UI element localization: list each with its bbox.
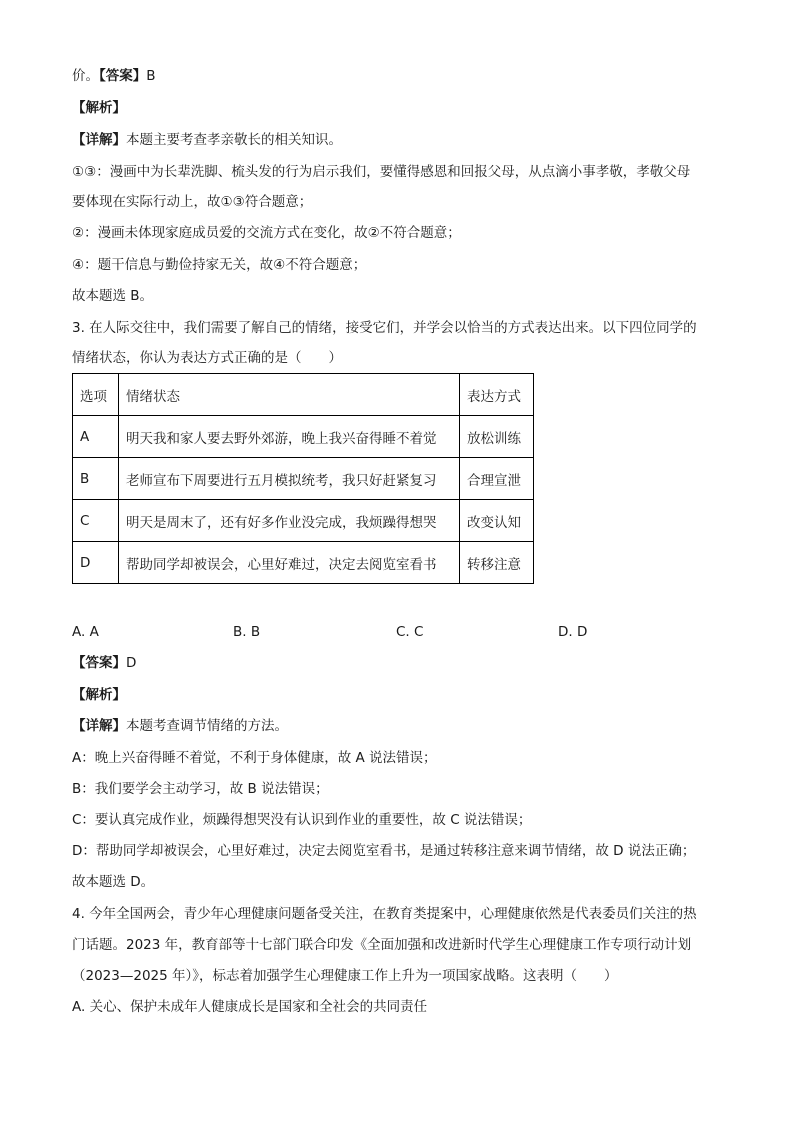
table-cell: 放松训练 bbox=[460, 416, 534, 458]
table-header-row bbox=[73, 374, 534, 416]
table-header-cell: 情绪状态 bbox=[119, 374, 460, 416]
q2-answer-value: B bbox=[146, 68, 156, 84]
q3-choice-c: C. C bbox=[396, 624, 424, 640]
table-row bbox=[73, 416, 534, 458]
q3-explain-line-4: D：帮助同学却被误会，心里好难过，决定去阅览室看书，是通过转移注意来调节情绪，故 D 说法正确； bbox=[72, 843, 696, 859]
q3-answer-value: D bbox=[126, 655, 137, 671]
table-cell: 转移注意 bbox=[460, 542, 534, 584]
q3-explain-line-5: 故本题选 D。 bbox=[72, 874, 155, 890]
table-cell: 改变认知 bbox=[460, 500, 534, 542]
q3-analysis-label: 【解析】 bbox=[72, 687, 126, 703]
q3-stem-line-1: 3. 在人际交往中，我们需要了解自己的情绪，接受它们，并学会以恰当的方式表达出来。以下四位同学的 bbox=[72, 320, 697, 336]
table-cell: C bbox=[73, 500, 119, 542]
table-row bbox=[73, 458, 534, 500]
q2-explain-line-4: ④：题干信息与勤俭持家无关，故④不符合题意； bbox=[72, 257, 367, 273]
q2-answer-label: 【答案】 bbox=[99, 68, 147, 84]
q2-explain-line-3: ②：漫画未体现家庭成员爱的交流方式在变化，故②不符合题意； bbox=[72, 225, 461, 241]
table-cell: D bbox=[73, 542, 119, 584]
q4-stem-line-2: 门话题。2023 年，教育部等十七部门联合印发《全面加强和改进新时代学生心理健康工作专项行动计划 bbox=[72, 937, 692, 953]
table-row bbox=[73, 542, 534, 584]
table-cell: B bbox=[73, 458, 119, 500]
q3-explain-line-1: A：晚上兴奋得睡不着觉，不利于身体健康，故 A 说法错误； bbox=[72, 750, 437, 766]
q3-stem-line-2: 情绪状态，你认为表达方式正确的是（ ） bbox=[72, 350, 342, 366]
q3-detail-line bbox=[72, 717, 288, 735]
q3-detail-text: 本题考查调节情绪的方法。 bbox=[126, 718, 288, 734]
q2-explain-line-2: 要体现在实际行动上，故①③符合题意； bbox=[72, 194, 313, 210]
table-header-cell: 表达方式 bbox=[460, 374, 534, 416]
q2-detail-text: 本题主要考查孝亲敬长的相关知识。 bbox=[126, 132, 342, 148]
q4-option-a: A. 关心、保护未成年人健康成长是国家和全社会的共同责任 bbox=[72, 999, 428, 1015]
table-cell: A bbox=[73, 416, 119, 458]
q3-choice-a: A. A bbox=[72, 624, 99, 640]
q2-answer-line bbox=[72, 67, 156, 85]
q3-answer-line bbox=[72, 654, 136, 672]
q3-detail-label: 【详解】 bbox=[72, 718, 126, 734]
q2-detail-line bbox=[72, 131, 342, 149]
q3-choice-d: D. D bbox=[558, 624, 588, 640]
q3-options-table bbox=[72, 373, 534, 584]
q2-explain-line-5: 故本题选 B。 bbox=[72, 288, 154, 304]
q2-tail-text: 价。 bbox=[72, 68, 99, 84]
table-cell: 明天是周末了，还有好多作业没完成，我烦躁得想哭 bbox=[119, 500, 460, 542]
table-cell: 合理宣泄 bbox=[460, 458, 534, 500]
q4-stem-line-3: （2023—2025 年）》，标志着加强学生心理健康工作上升为一项国家战略。这表明（ ） bbox=[72, 968, 618, 984]
table-row bbox=[73, 500, 534, 542]
q3-choice-b: B. B bbox=[233, 624, 261, 640]
table-header-cell: 选项 bbox=[73, 374, 119, 416]
q2-detail-label: 【详解】 bbox=[72, 132, 126, 148]
q3-answer-label: 【答案】 bbox=[72, 655, 126, 671]
q3-explain-line-2: B：我们要学会主动学习，故 B 说法错误； bbox=[72, 781, 329, 797]
q2-analysis-label: 【解析】 bbox=[72, 100, 126, 116]
table-cell: 明天我和家人要去野外郊游，晚上我兴奋得睡不着觉 bbox=[119, 416, 460, 458]
table-cell: 帮助同学却被误会，心里好难过，决定去阅览室看书 bbox=[119, 542, 460, 584]
q2-explain-line-1: ①③：漫画中为长辈洗脚、梳头发的行为启示我们，要懂得感恩和回报父母，从点滴小事孝敬，孝敬父母 bbox=[72, 164, 691, 180]
q4-stem-line-1: 4. 今年全国两会，青少年心理健康问题备受关注，在教育类提案中，心理健康依然是代表委员们关注的热 bbox=[72, 906, 697, 922]
table-cell: 老师宣布下周要进行五月模拟统考，我只好赶紧复习 bbox=[119, 458, 460, 500]
q3-explain-line-3: C：要认真完成作业，烦躁得想哭没有认识到作业的重要性，故 C 说法错误； bbox=[72, 812, 532, 828]
